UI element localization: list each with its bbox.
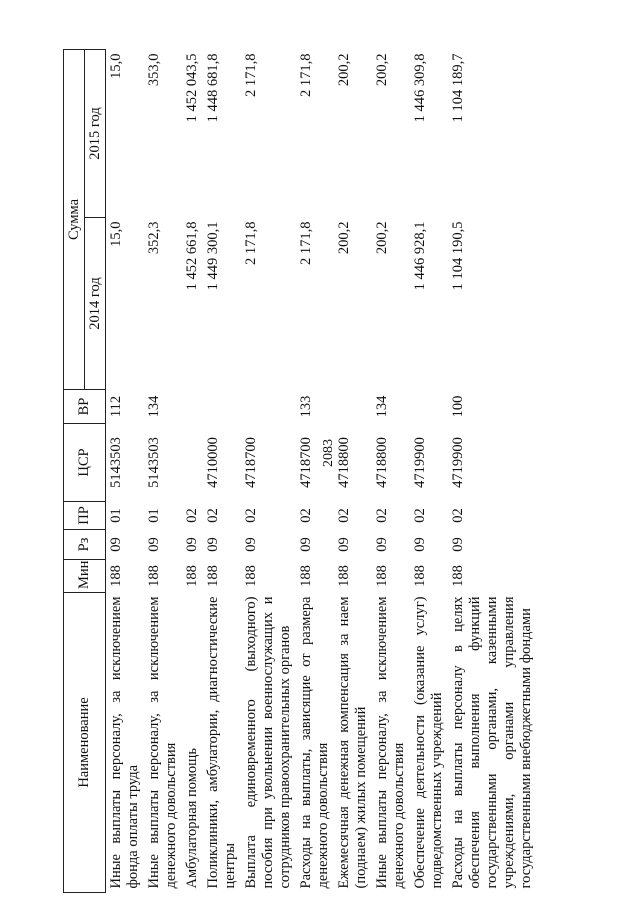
row-vr xyxy=(241,390,296,424)
row-csr: 4718800 xyxy=(374,437,390,488)
row-min: 188 xyxy=(298,565,314,587)
table-row xyxy=(334,50,372,893)
row-name: Поликлиники, амбулатории, диагностические центры xyxy=(205,596,238,889)
row-rz: 09 xyxy=(146,537,162,552)
row-pr: 01 xyxy=(146,508,162,523)
row-rz: 09 xyxy=(450,537,466,552)
row-rz: 09 xyxy=(108,537,124,552)
row-pr: 02 xyxy=(243,508,259,523)
header-csr: ЦСР xyxy=(64,424,106,502)
row-name: Иные выплаты персоналу, за исключением денежного довольствия xyxy=(146,596,179,889)
header-min: Мин xyxy=(64,560,106,593)
row-pr: 02 xyxy=(412,508,428,523)
row-name: Расходы на выплаты персоналу в целях обеспечения выполнения функций государственными органами, казенными учреждениями, органами управления государственными внебюджетными фондами xyxy=(450,596,534,889)
row-2014: 1 449 300,1 xyxy=(205,221,221,291)
row-pr: 02 xyxy=(336,508,352,523)
row-min: 188 xyxy=(243,565,259,587)
row-name: Выплата единовременного (выходного) пособия при увольнении военнослужащих и сотрудников правоохранительных органов xyxy=(243,596,293,889)
row-name: Расходы на выплаты, зависящие от размера денежного довольствия xyxy=(298,596,331,889)
row-rz: 09 xyxy=(184,537,200,552)
row-2015: 15,0 xyxy=(108,53,124,79)
table-header xyxy=(64,50,106,893)
table-row xyxy=(203,50,241,893)
table-row xyxy=(372,50,410,893)
row-vr: 133 xyxy=(298,395,314,418)
row-2015: 200,2 xyxy=(336,53,352,87)
row-csr: 4719900 xyxy=(450,437,466,488)
row-2014: 200,2 xyxy=(374,221,390,255)
row-name: Обеспечение деятельности (оказание услуг) подведомственных учреждений xyxy=(412,596,445,889)
row-pr: 02 xyxy=(450,508,466,523)
row-2015: 1 452 043,5 xyxy=(184,53,200,123)
row-pr: 02 xyxy=(184,508,200,523)
header-vr: ВР xyxy=(64,390,106,424)
rotated-page xyxy=(63,50,578,893)
row-vr xyxy=(410,390,448,424)
row-vr: 112 xyxy=(108,395,124,418)
row-csr: 4718800 xyxy=(336,437,352,488)
row-min: 188 xyxy=(374,565,390,587)
table-body xyxy=(106,50,538,893)
row-rz: 09 xyxy=(298,537,314,552)
row-2014: 2 171,8 xyxy=(243,221,259,265)
row-min: 188 xyxy=(450,565,466,587)
row-vr: 100 xyxy=(450,395,466,418)
row-min: 188 xyxy=(184,565,200,587)
row-pr: 02 xyxy=(205,508,221,523)
row-csr: 5143503 xyxy=(146,437,162,488)
row-min: 188 xyxy=(412,565,428,587)
row-pr: 02 xyxy=(298,508,314,523)
row-rz: 09 xyxy=(374,537,390,552)
row-csr: 4718700 xyxy=(243,437,259,488)
row-2014: 2 171,8 xyxy=(298,221,314,265)
row-2014: 15,0 xyxy=(108,221,124,247)
table-row xyxy=(182,50,203,893)
row-csr: 4719900 xyxy=(412,437,428,488)
row-min: 188 xyxy=(146,565,162,587)
header-rz: Рз xyxy=(64,530,106,560)
row-csr: 4710000 xyxy=(205,437,221,488)
table-row xyxy=(144,50,182,893)
row-vr xyxy=(182,390,203,424)
table-row xyxy=(448,50,537,893)
table-row xyxy=(296,50,334,893)
row-name: Иные выплаты персоналу, за исключением фонда оплаты труда xyxy=(108,596,141,889)
row-2015: 2 171,8 xyxy=(298,53,314,97)
row-2014: 1 452 661,8 xyxy=(184,221,200,291)
row-pr: 01 xyxy=(108,508,124,523)
row-name: Иные выплаты персоналу, за исключением денежного довольствия xyxy=(374,596,407,889)
row-pr: 02 xyxy=(374,508,390,523)
row-2015: 1 104 189,7 xyxy=(450,53,466,123)
row-rz: 09 xyxy=(243,537,259,552)
row-2014: 352,3 xyxy=(146,221,162,255)
row-min: 188 xyxy=(336,565,352,587)
row-2015: 353,0 xyxy=(146,53,162,87)
row-csr xyxy=(182,424,203,502)
row-min: 188 xyxy=(205,565,221,587)
table-row xyxy=(106,50,145,893)
row-vr xyxy=(203,390,241,424)
row-2014: 1 446 928,1 xyxy=(412,221,428,291)
row-min: 188 xyxy=(108,565,124,587)
row-rz: 09 xyxy=(205,537,221,552)
page-number: 2083 xyxy=(321,439,336,467)
row-vr: 134 xyxy=(146,395,162,418)
header-2015: 2015 год xyxy=(85,50,106,218)
row-2014: 200,2 xyxy=(336,221,352,255)
row-name: Ежемесячная денежная компенсация за наем (поднаем) жилых помещений xyxy=(336,596,369,889)
row-vr: 134 xyxy=(374,395,390,418)
row-csr: 5143503 xyxy=(108,437,124,488)
header-sum: Сумма xyxy=(64,50,85,390)
row-2014: 1 104 190,5 xyxy=(450,221,466,291)
table-row xyxy=(410,50,448,893)
row-name: Амбулаторная помощь xyxy=(184,748,200,889)
row-2015: 2 171,8 xyxy=(243,53,259,97)
header-name: Наименование xyxy=(64,593,106,893)
row-csr: 4718700 xyxy=(298,437,314,488)
row-2015: 200,2 xyxy=(374,53,390,87)
table-row xyxy=(241,50,296,893)
budget-table xyxy=(63,49,537,893)
row-rz: 09 xyxy=(336,537,352,552)
row-rz: 09 xyxy=(412,537,428,552)
header-2014: 2014 год xyxy=(85,218,106,390)
row-2015: 1 446 309,8 xyxy=(412,53,428,123)
header-pr: ПР xyxy=(64,502,106,530)
row-2015: 1 448 681,8 xyxy=(205,53,221,123)
row-vr xyxy=(334,390,372,424)
